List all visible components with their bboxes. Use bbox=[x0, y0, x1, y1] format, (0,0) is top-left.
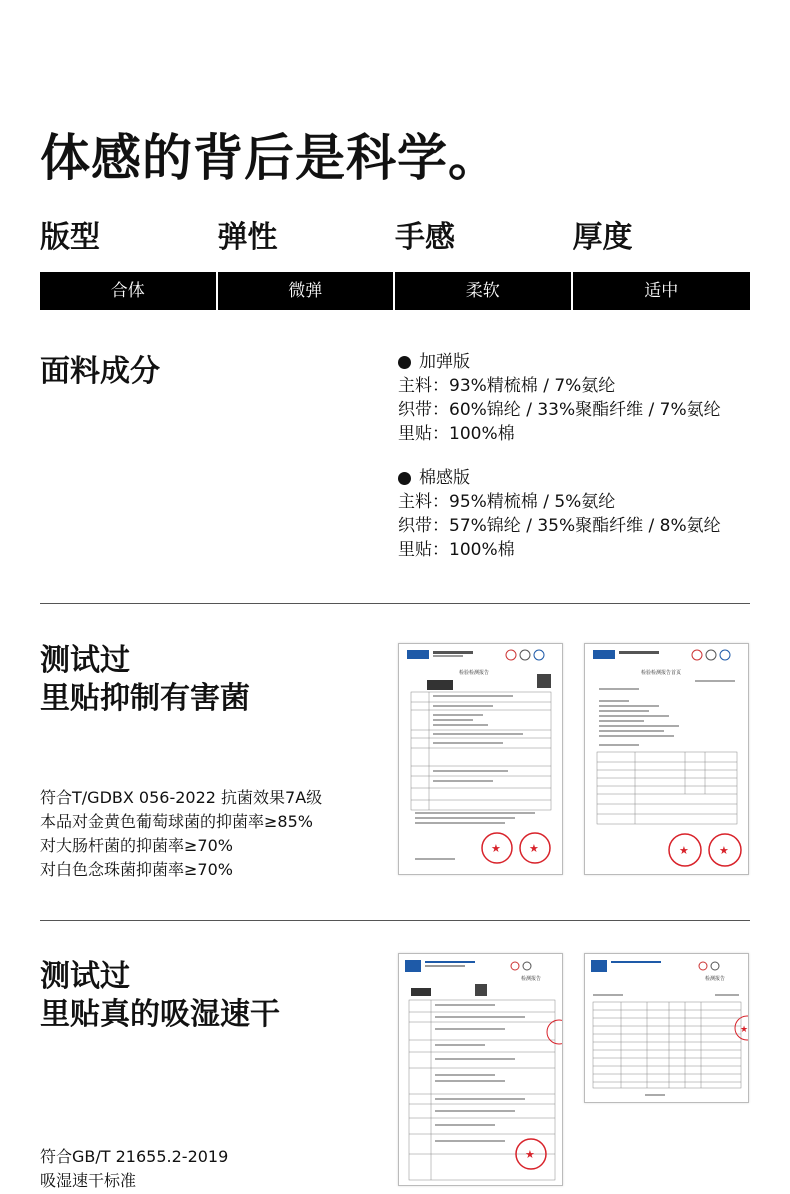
attribute-thickness bbox=[573, 216, 751, 310]
composition-line: 里贴：100%棉 bbox=[398, 424, 515, 444]
attribute-value: 微弹 bbox=[218, 272, 394, 310]
antibacterial-description: 符合T/GDBX 056-2022 抗菌效果7A级 本品对金黄色葡萄球菌的抑菌率≥85% 对大肠杆菌的抑菌率≥70% 对白色念珠菌抑菌率≥70% bbox=[40, 788, 323, 879]
antibacterial-report-image-2 bbox=[584, 643, 749, 875]
variant-name: 棉感版 bbox=[419, 468, 470, 488]
report-title: 检验检测报告首页 bbox=[641, 670, 682, 676]
composition-line: 主料：95%精梳棉 / 5%氨纶 bbox=[398, 492, 616, 512]
composition-line: 里贴：100%棉 bbox=[398, 540, 515, 560]
antibacterial-title: 测试过 里贴抑制有害菌 bbox=[40, 643, 250, 716]
attribute-label: 弹性 bbox=[217, 220, 278, 255]
quickdry-description: 符合GB/T 21655.2-2019 吸湿速干标准 bbox=[40, 1147, 229, 1190]
variant-name: 加弹版 bbox=[419, 352, 470, 372]
report-title: 检测报告 bbox=[705, 976, 726, 982]
attribute-label: 手感 bbox=[395, 220, 455, 255]
fabric-title: 面料成分 bbox=[40, 354, 160, 389]
attribute-value: 合体 bbox=[40, 272, 216, 310]
attribute-label: 厚度 bbox=[572, 220, 633, 255]
svg-text:★: ★ bbox=[740, 1025, 749, 1035]
page-headline: 体感的背后是科学。 bbox=[40, 129, 499, 187]
attribute-fit bbox=[40, 216, 218, 310]
attribute-value: 柔软 bbox=[395, 272, 571, 310]
attribute-elasticity bbox=[218, 216, 396, 310]
attribute-value: 适中 bbox=[573, 272, 751, 310]
report-title: 检验检测报告 bbox=[459, 670, 490, 676]
fabric-variant bbox=[398, 466, 758, 562]
svg-text:★: ★ bbox=[529, 842, 539, 855]
section-divider bbox=[40, 920, 750, 921]
antibacterial-report-image-1 bbox=[398, 643, 563, 875]
composition-line: 织带：57%锦纶 / 35%聚酯纤维 / 8%氨纶 bbox=[398, 516, 721, 536]
svg-text:★: ★ bbox=[525, 1148, 535, 1161]
attribute-table bbox=[40, 216, 750, 310]
svg-text:★: ★ bbox=[679, 844, 689, 857]
quickdry-report-image-2 bbox=[584, 953, 749, 1103]
svg-text:★: ★ bbox=[491, 842, 501, 855]
fabric-variant bbox=[398, 350, 758, 446]
attribute-feel bbox=[395, 216, 573, 310]
attribute-label: 版型 bbox=[40, 220, 100, 255]
composition-line: 织带：60%锦纶 / 33%聚酯纤维 / 7%氨纶 bbox=[398, 400, 721, 420]
svg-text:★: ★ bbox=[719, 844, 729, 857]
quickdry-report-image-1 bbox=[398, 953, 563, 1186]
fabric-composition-list bbox=[398, 350, 758, 582]
bullet-icon bbox=[398, 472, 411, 485]
report-title: 检测报告 bbox=[521, 976, 542, 982]
section-divider bbox=[40, 603, 750, 604]
composition-line: 主料：93%精梳棉 / 7%氨纶 bbox=[398, 376, 616, 396]
bullet-icon bbox=[398, 356, 411, 369]
quickdry-title: 测试过 里贴真的吸湿速干 bbox=[40, 959, 280, 1032]
